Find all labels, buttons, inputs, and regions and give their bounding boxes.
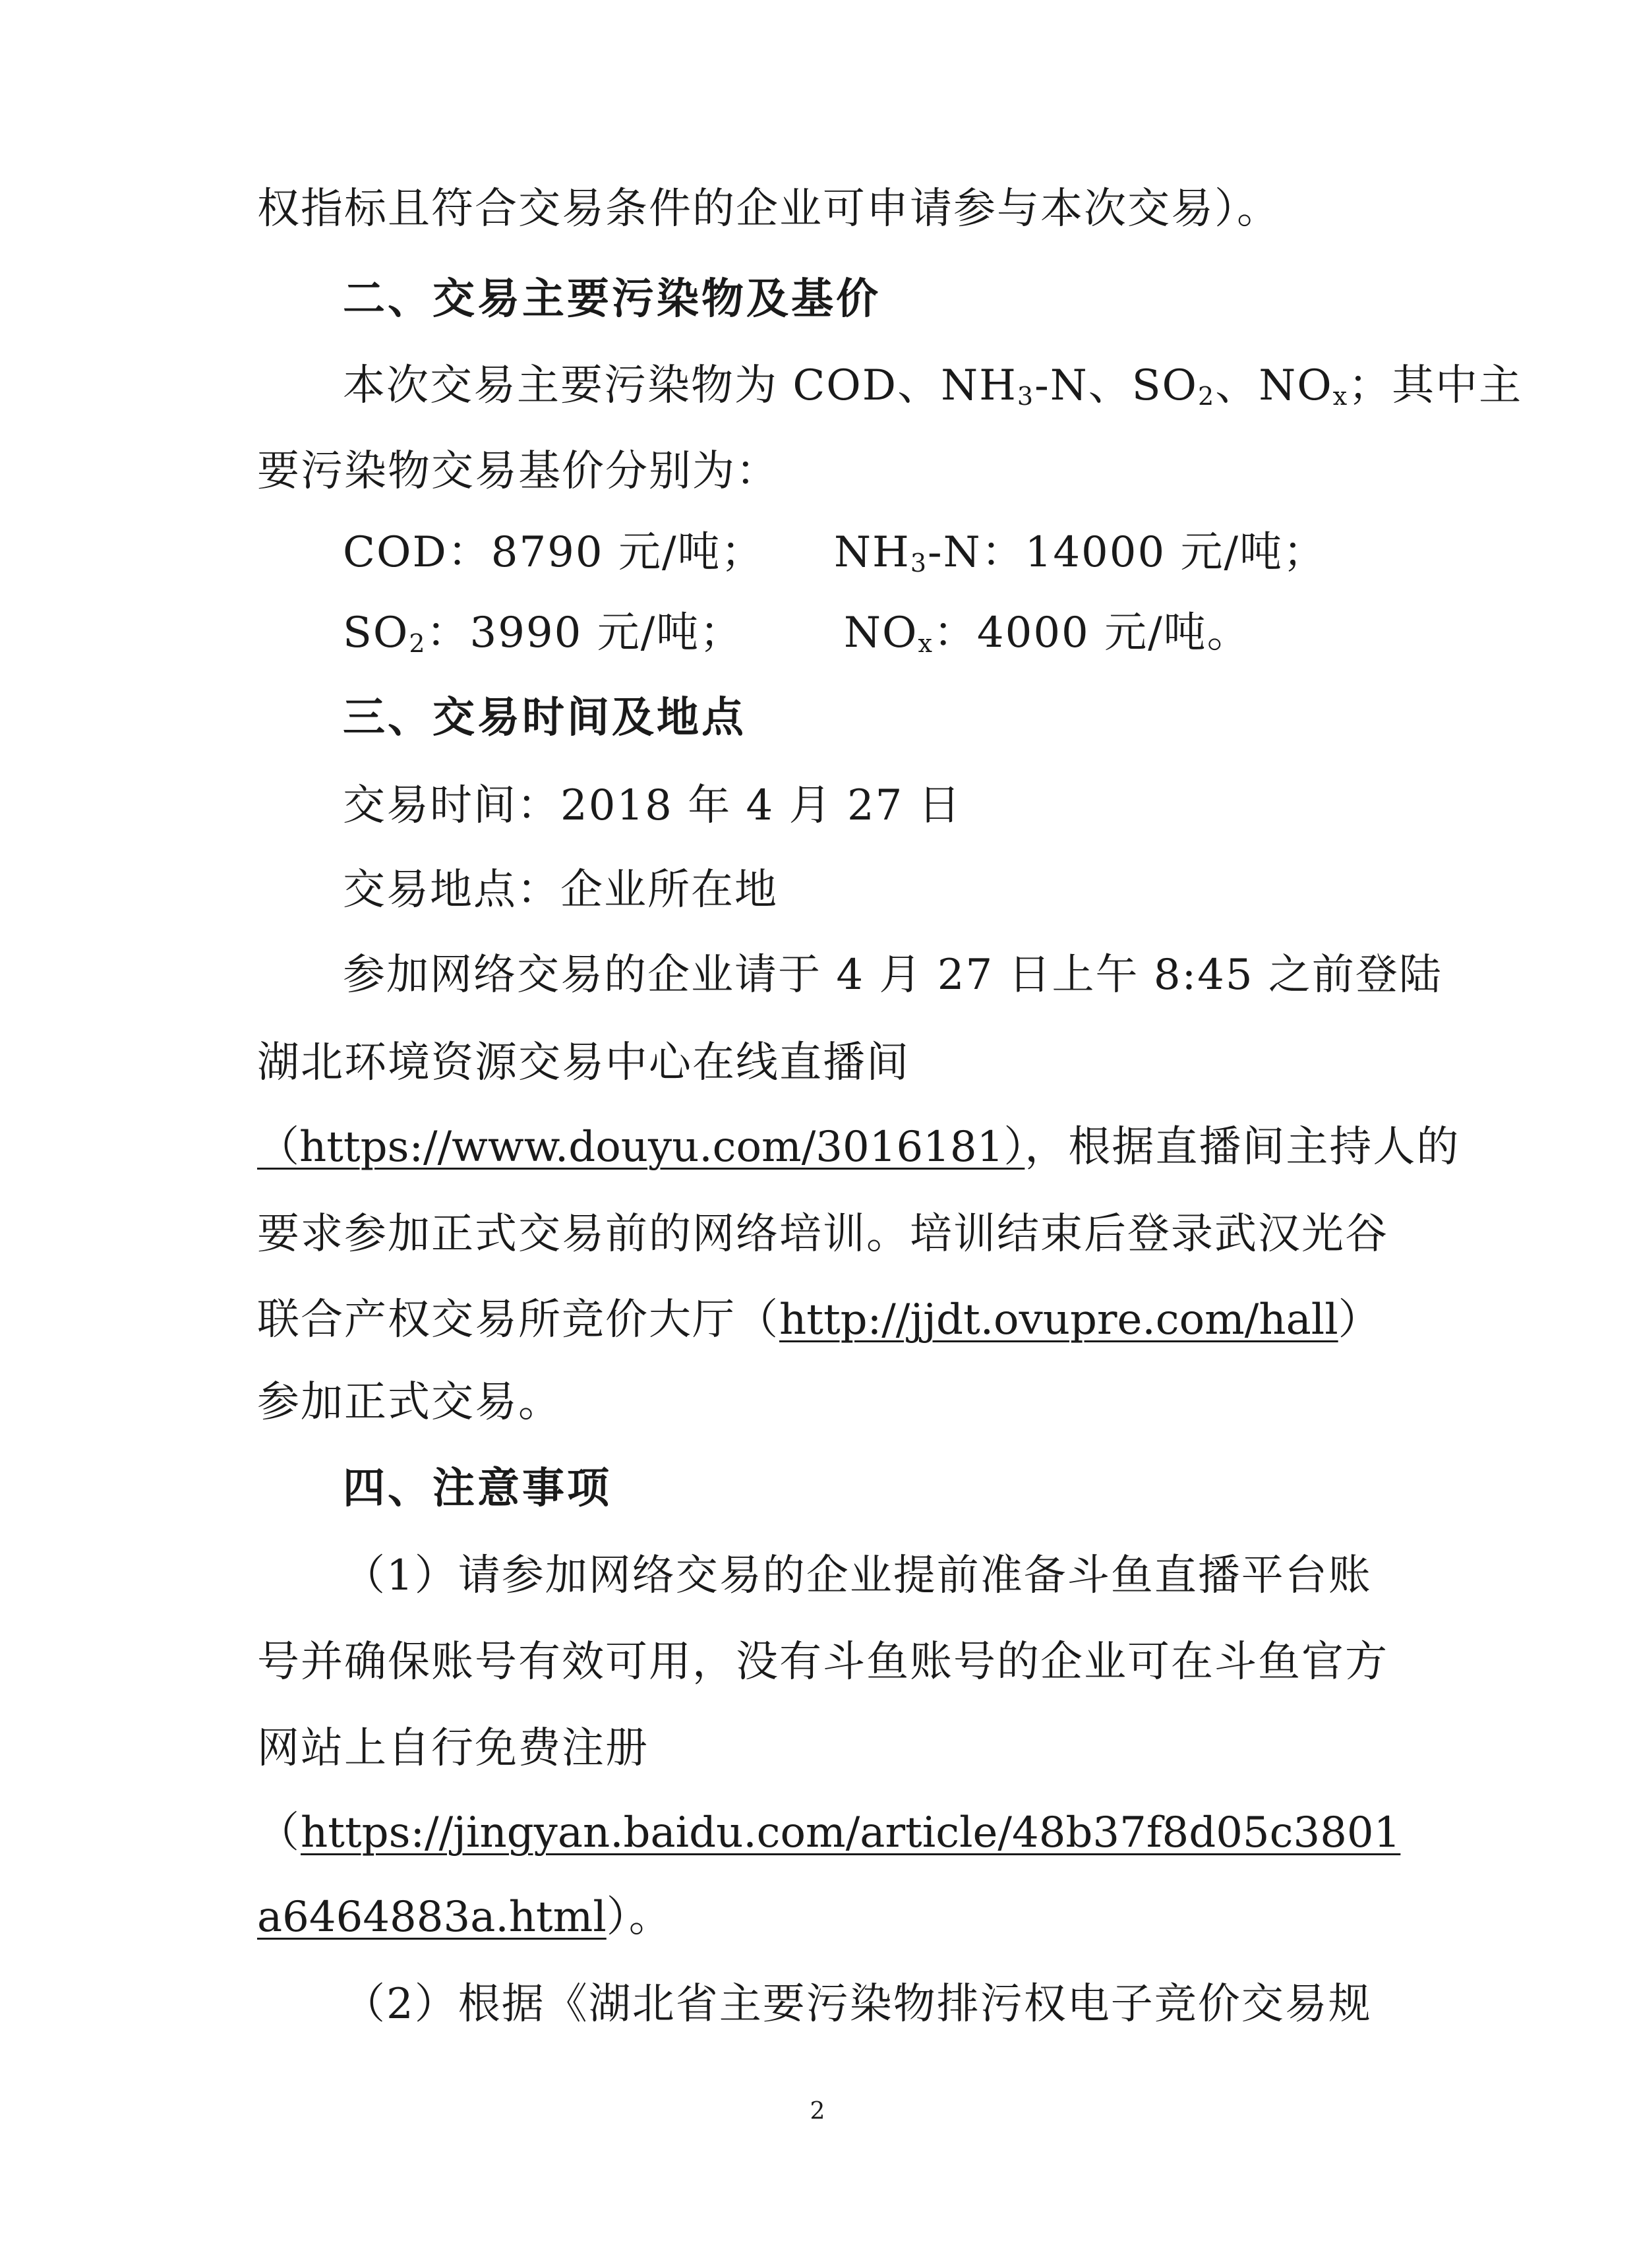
paragraph-line: 湖北环境资源交易中心在线直播间 [257,1038,910,1087]
section-heading-2: 二、交易主要污染物及基价 [343,275,881,324]
bidding-hall-link[interactable]: http://jjdt.ovupre.com/hall [779,1296,1338,1344]
paragraph-line: 参加网络交易的企业请于 4 月 27 日上午 8:45 之前登陆 [343,951,1442,1000]
paragraph-line: 网站上自行免费注册 [257,1724,649,1773]
paragraph-line: 要求参加正式交易前的网络培训。培训结束后登录武汉光谷 [257,1210,1388,1259]
trade-place: 交易地点：企业所在地 [343,866,778,914]
price-cod: COD：8790 元/吨； [343,528,765,577]
paragraph-line: 权指标且符合交易条件的企业可申请参与本次交易）。 [257,185,1280,233]
paragraph-line: （https://www.douyu.com/3016181），根据直播间主持人的 [257,1123,1460,1172]
section-heading-3: 三、交易时间及地点 [343,694,746,742]
trade-time: 交易时间：2018 年 4 月 27 日 [343,781,962,830]
paragraph-line: （https://jingyan.baidu.com/article/48b37f8d05c3801 [257,1808,1401,1857]
paragraph-line: 号并确保账号有效可用，没有斗鱼账号的企业可在斗鱼官方 [257,1638,1388,1686]
notice-item-2: （2）根据《湖北省主要污染物排污权电子竞价交易规 [343,1980,1372,2029]
douyu-link[interactable]: （https://www.douyu.com/3016181） [257,1123,1025,1172]
section-heading-4: 四、注意事项 [343,1464,612,1513]
notice-item-1: （1）请参加网络交易的企业提前准备斗鱼直播平台账 [343,1551,1372,1600]
registration-guide-link[interactable]: https://jingyan.baidu.com/article/48b37f8d05c3801 [301,1808,1401,1857]
paragraph-line: a6464883a.html）。 [257,1893,672,1942]
paragraph-line: 要污染物交易基价分别为： [257,447,779,496]
registration-guide-link-continued[interactable]: a6464883a.html [257,1893,607,1942]
paragraph-line: 参加正式交易。 [257,1378,562,1427]
page-number: 2 [810,2098,825,2125]
price-so2: $SO_2$：3990 元/吨； [343,609,744,658]
paragraph-line: 本次交易主要污染物为 COD、$NH_3-N$、$SO_2$、$NO_x$；其中主 [343,361,1523,411]
paragraph-line: 联合产权交易所竞价大厅（http://jjdt.ovupre.com/hall） [257,1296,1382,1344]
price-nox: $NO_x$：4000 元/吨。 [844,609,1251,658]
price-nh3-n: $NH_3-N$：14000 元/吨； [834,528,1327,578]
